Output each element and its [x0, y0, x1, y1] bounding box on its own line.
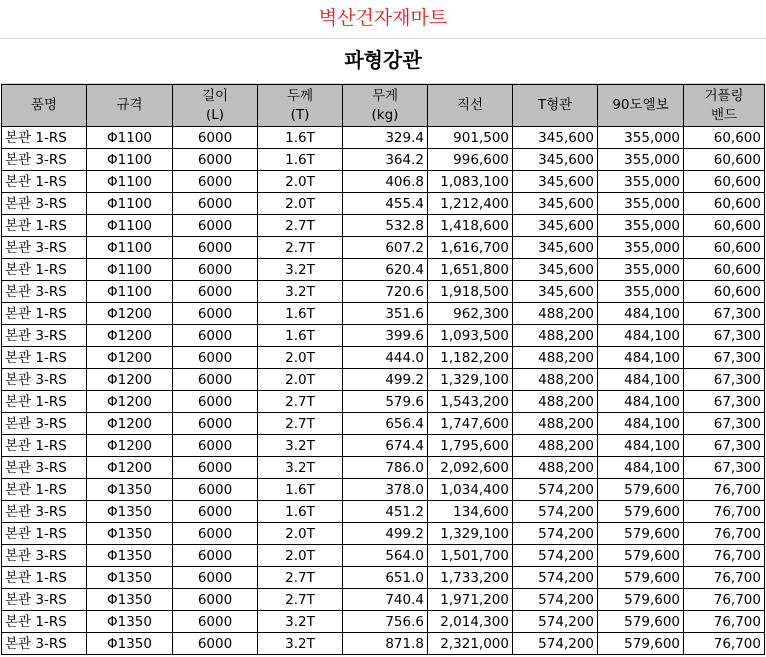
table-row	[2, 149, 765, 171]
cell-elbow: 579,600	[598, 589, 684, 611]
cell-weight: 720.6	[343, 281, 428, 303]
header-label: 길이	[201, 87, 229, 104]
col-header-coupling	[684, 85, 765, 127]
header-label: 거플링	[704, 87, 744, 104]
cell-name: 본관 1-RS	[2, 347, 87, 369]
cell-coupling: 60,600	[684, 193, 765, 215]
cell-spec: Φ1350	[87, 545, 173, 567]
cell-elbow: 484,100	[598, 435, 684, 457]
cell-tee: 345,600	[513, 127, 598, 149]
cell-name: 본관 1-RS	[2, 127, 87, 149]
cell-coupling: 67,300	[684, 303, 765, 325]
cell-length: 6000	[173, 523, 258, 545]
cell-length: 6000	[173, 413, 258, 435]
cell-spec: Φ1100	[87, 149, 173, 171]
table-row	[2, 589, 765, 611]
header-sublabel: 밴드	[710, 106, 738, 123]
col-header-spec	[87, 85, 173, 127]
cell-straight: 1,329,100	[428, 523, 513, 545]
cell-elbow: 579,600	[598, 611, 684, 633]
cell-length: 6000	[173, 633, 258, 655]
cell-name: 본관 3-RS	[2, 545, 87, 567]
cell-thickness: 1.6T	[258, 127, 343, 149]
cell-tee: 488,200	[513, 369, 598, 391]
cell-spec: Φ1100	[87, 237, 173, 259]
table-row	[2, 215, 765, 237]
cell-weight: 351.6	[343, 303, 428, 325]
col-header-length	[173, 85, 258, 127]
header-label: 규격	[116, 97, 143, 113]
cell-thickness: 2.0T	[258, 369, 343, 391]
cell-coupling: 67,300	[684, 435, 765, 457]
cell-tee: 574,200	[513, 611, 598, 633]
cell-thickness: 2.0T	[258, 545, 343, 567]
cell-weight: 532.8	[343, 215, 428, 237]
cell-thickness: 2.0T	[258, 193, 343, 215]
cell-name: 본관 1-RS	[2, 303, 87, 325]
col-header-tee	[513, 85, 598, 127]
cell-length: 6000	[173, 171, 258, 193]
cell-straight: 1,501,700	[428, 545, 513, 567]
cell-straight: 1,616,700	[428, 237, 513, 259]
cell-weight: 740.4	[343, 589, 428, 611]
table-row	[2, 567, 765, 589]
col-header-weight	[343, 85, 428, 127]
cell-thickness: 2.7T	[258, 567, 343, 589]
cell-length: 6000	[173, 193, 258, 215]
cell-spec: Φ1200	[87, 391, 173, 413]
cell-tee: 574,200	[513, 589, 598, 611]
table-row	[2, 523, 765, 545]
cell-spec: Φ1200	[87, 325, 173, 347]
cell-length: 6000	[173, 347, 258, 369]
cell-weight: 607.2	[343, 237, 428, 259]
cell-straight: 901,500	[428, 127, 513, 149]
cell-spec: Φ1350	[87, 523, 173, 545]
cell-elbow: 484,100	[598, 369, 684, 391]
cell-length: 6000	[173, 259, 258, 281]
cell-length: 6000	[173, 281, 258, 303]
cell-elbow: 484,100	[598, 457, 684, 479]
cell-straight: 2,321,000	[428, 633, 513, 655]
cell-coupling: 76,700	[684, 589, 765, 611]
cell-elbow: 484,100	[598, 325, 684, 347]
cell-elbow: 355,000	[598, 171, 684, 193]
cell-length: 6000	[173, 303, 258, 325]
table-row	[2, 303, 765, 325]
cell-thickness: 2.0T	[258, 171, 343, 193]
cell-length: 6000	[173, 215, 258, 237]
cell-elbow: 484,100	[598, 391, 684, 413]
header-label: 90도엘보	[612, 97, 669, 113]
cell-thickness: 3.2T	[258, 611, 343, 633]
cell-name: 본관 3-RS	[2, 589, 87, 611]
cell-weight: 871.8	[343, 633, 428, 655]
col-header-name	[2, 85, 87, 127]
header-sublabel: (kg)	[371, 106, 399, 123]
cell-name: 본관 3-RS	[2, 237, 87, 259]
cell-coupling: 60,600	[684, 215, 765, 237]
cell-thickness: 2.0T	[258, 523, 343, 545]
cell-elbow: 484,100	[598, 303, 684, 325]
cell-elbow: 579,600	[598, 501, 684, 523]
cell-length: 6000	[173, 127, 258, 149]
col-header-straight	[428, 85, 513, 127]
store-name: 벽산건자재마트	[0, 0, 766, 39]
cell-length: 6000	[173, 567, 258, 589]
cell-spec: Φ1200	[87, 413, 173, 435]
cell-length: 6000	[173, 237, 258, 259]
cell-spec: Φ1100	[87, 127, 173, 149]
cell-thickness: 3.2T	[258, 633, 343, 655]
cell-spec: Φ1200	[87, 369, 173, 391]
cell-weight: 329.4	[343, 127, 428, 149]
cell-straight: 996,600	[428, 149, 513, 171]
cell-tee: 574,200	[513, 545, 598, 567]
cell-name: 본관 1-RS	[2, 479, 87, 501]
cell-elbow: 355,000	[598, 193, 684, 215]
cell-elbow: 355,000	[598, 215, 684, 237]
cell-spec: Φ1350	[87, 611, 173, 633]
table-row	[2, 633, 765, 655]
cell-name: 본관 1-RS	[2, 567, 87, 589]
cell-coupling: 67,300	[684, 413, 765, 435]
cell-coupling: 76,700	[684, 611, 765, 633]
cell-spec: Φ1350	[87, 501, 173, 523]
table-row	[2, 545, 765, 567]
cell-elbow: 484,100	[598, 347, 684, 369]
cell-tee: 488,200	[513, 325, 598, 347]
cell-coupling: 60,600	[684, 259, 765, 281]
cell-elbow: 579,600	[598, 567, 684, 589]
cell-straight: 1,329,100	[428, 369, 513, 391]
cell-tee: 345,600	[513, 215, 598, 237]
cell-elbow: 355,000	[598, 259, 684, 281]
cell-tee: 345,600	[513, 259, 598, 281]
cell-coupling: 76,700	[684, 523, 765, 545]
cell-coupling: 60,600	[684, 237, 765, 259]
cell-thickness: 1.6T	[258, 479, 343, 501]
cell-straight: 1,543,200	[428, 391, 513, 413]
cell-spec: Φ1350	[87, 567, 173, 589]
cell-thickness: 1.6T	[258, 149, 343, 171]
cell-coupling: 60,600	[684, 149, 765, 171]
cell-elbow: 484,100	[598, 413, 684, 435]
cell-spec: Φ1100	[87, 259, 173, 281]
price-table	[1, 84, 765, 655]
table-row	[2, 413, 765, 435]
cell-straight: 1,418,600	[428, 215, 513, 237]
cell-length: 6000	[173, 501, 258, 523]
cell-thickness: 2.7T	[258, 215, 343, 237]
cell-length: 6000	[173, 391, 258, 413]
cell-spec: Φ1350	[87, 633, 173, 655]
cell-coupling: 67,300	[684, 457, 765, 479]
cell-name: 본관 3-RS	[2, 325, 87, 347]
header-label: 직선	[456, 97, 484, 113]
cell-length: 6000	[173, 457, 258, 479]
cell-weight: 451.2	[343, 501, 428, 523]
cell-weight: 674.4	[343, 435, 428, 457]
cell-length: 6000	[173, 435, 258, 457]
table-row	[2, 237, 765, 259]
header-label: T형관	[537, 97, 573, 113]
table-row	[2, 391, 765, 413]
cell-weight: 406.8	[343, 171, 428, 193]
cell-elbow: 355,000	[598, 149, 684, 171]
cell-spec: Φ1100	[87, 281, 173, 303]
cell-name: 본관 1-RS	[2, 611, 87, 633]
cell-coupling: 67,300	[684, 391, 765, 413]
cell-straight: 1,795,600	[428, 435, 513, 457]
cell-weight: 579.6	[343, 391, 428, 413]
table-row	[2, 127, 765, 149]
cell-straight: 1,651,800	[428, 259, 513, 281]
table-row	[2, 435, 765, 457]
cell-weight: 756.6	[343, 611, 428, 633]
cell-straight: 1,083,100	[428, 171, 513, 193]
cell-tee: 574,200	[513, 633, 598, 655]
cell-name: 본관 1-RS	[2, 391, 87, 413]
table-row	[2, 369, 765, 391]
cell-weight: 378.0	[343, 479, 428, 501]
cell-coupling: 60,600	[684, 171, 765, 193]
cell-thickness: 1.6T	[258, 501, 343, 523]
cell-tee: 345,600	[513, 237, 598, 259]
cell-weight: 656.4	[343, 413, 428, 435]
cell-name: 본관 3-RS	[2, 457, 87, 479]
cell-coupling: 67,300	[684, 325, 765, 347]
cell-weight: 455.4	[343, 193, 428, 215]
cell-straight: 2,092,600	[428, 457, 513, 479]
cell-elbow: 355,000	[598, 281, 684, 303]
cell-tee: 345,600	[513, 149, 598, 171]
cell-tee: 574,200	[513, 567, 598, 589]
cell-elbow: 579,600	[598, 479, 684, 501]
cell-name: 본관 1-RS	[2, 435, 87, 457]
cell-name: 본관 3-RS	[2, 193, 87, 215]
cell-tee: 345,600	[513, 281, 598, 303]
cell-thickness: 2.7T	[258, 589, 343, 611]
cell-length: 6000	[173, 479, 258, 501]
cell-spec: Φ1200	[87, 347, 173, 369]
cell-tee: 574,200	[513, 501, 598, 523]
cell-straight: 1,182,200	[428, 347, 513, 369]
cell-straight: 1,212,400	[428, 193, 513, 215]
table-row	[2, 501, 765, 523]
cell-thickness: 3.2T	[258, 457, 343, 479]
cell-spec: Φ1100	[87, 193, 173, 215]
cell-tee: 574,200	[513, 479, 598, 501]
header-label: 두께	[286, 87, 314, 104]
cell-coupling: 76,700	[684, 545, 765, 567]
cell-straight: 134,600	[428, 501, 513, 523]
table-row	[2, 171, 765, 193]
cell-coupling: 67,300	[684, 347, 765, 369]
cell-coupling: 60,600	[684, 281, 765, 303]
cell-weight: 444.0	[343, 347, 428, 369]
cell-coupling: 76,700	[684, 501, 765, 523]
cell-name: 본관 3-RS	[2, 149, 87, 171]
cell-spec: Φ1350	[87, 589, 173, 611]
cell-thickness: 3.2T	[258, 259, 343, 281]
table-row	[2, 479, 765, 501]
cell-name: 본관 3-RS	[2, 281, 87, 303]
cell-thickness: 2.7T	[258, 237, 343, 259]
table-row	[2, 325, 765, 347]
cell-coupling: 76,700	[684, 633, 765, 655]
cell-weight: 364.2	[343, 149, 428, 171]
cell-tee: 488,200	[513, 391, 598, 413]
cell-name: 본관 1-RS	[2, 215, 87, 237]
cell-elbow: 579,600	[598, 523, 684, 545]
cell-coupling: 76,700	[684, 479, 765, 501]
cell-length: 6000	[173, 589, 258, 611]
cell-tee: 488,200	[513, 413, 598, 435]
cell-thickness: 2.7T	[258, 413, 343, 435]
cell-elbow: 355,000	[598, 127, 684, 149]
cell-tee: 345,600	[513, 171, 598, 193]
cell-elbow: 579,600	[598, 545, 684, 567]
cell-thickness: 3.2T	[258, 435, 343, 457]
cell-spec: Φ1200	[87, 435, 173, 457]
cell-tee: 574,200	[513, 523, 598, 545]
cell-thickness: 1.6T	[258, 303, 343, 325]
cell-tee: 488,200	[513, 303, 598, 325]
col-header-elbow	[598, 85, 684, 127]
cell-weight: 499.2	[343, 523, 428, 545]
cell-thickness: 2.0T	[258, 347, 343, 369]
cell-straight: 2,014,300	[428, 611, 513, 633]
page-title: 파형강관	[0, 39, 766, 84]
cell-length: 6000	[173, 369, 258, 391]
cell-coupling: 60,600	[684, 127, 765, 149]
cell-tee: 488,200	[513, 457, 598, 479]
cell-thickness: 3.2T	[258, 281, 343, 303]
cell-coupling: 67,300	[684, 369, 765, 391]
cell-coupling: 76,700	[684, 567, 765, 589]
cell-elbow: 355,000	[598, 237, 684, 259]
cell-length: 6000	[173, 545, 258, 567]
cell-straight: 1,971,200	[428, 589, 513, 611]
cell-thickness: 1.6T	[258, 325, 343, 347]
cell-spec: Φ1200	[87, 303, 173, 325]
cell-weight: 620.4	[343, 259, 428, 281]
cell-name: 본관 1-RS	[2, 523, 87, 545]
table-row	[2, 281, 765, 303]
header-row	[2, 85, 765, 127]
cell-spec: Φ1100	[87, 171, 173, 193]
cell-thickness: 2.7T	[258, 391, 343, 413]
cell-weight: 786.0	[343, 457, 428, 479]
cell-straight: 1,733,200	[428, 567, 513, 589]
table-row	[2, 457, 765, 479]
cell-spec: Φ1200	[87, 457, 173, 479]
cell-straight: 1,093,500	[428, 325, 513, 347]
cell-length: 6000	[173, 149, 258, 171]
header-sublabel: (T)	[290, 106, 310, 123]
cell-weight: 564.0	[343, 545, 428, 567]
cell-tee: 488,200	[513, 347, 598, 369]
cell-name: 본관 3-RS	[2, 369, 87, 391]
cell-name: 본관 3-RS	[2, 501, 87, 523]
cell-elbow: 579,600	[598, 633, 684, 655]
cell-straight: 1,747,600	[428, 413, 513, 435]
table-row	[2, 259, 765, 281]
cell-weight: 399.6	[343, 325, 428, 347]
cell-straight: 962,300	[428, 303, 513, 325]
cell-length: 6000	[173, 325, 258, 347]
header-label: 무게	[371, 87, 399, 104]
cell-name: 본관 3-RS	[2, 413, 87, 435]
cell-spec: Φ1350	[87, 479, 173, 501]
cell-straight: 1,034,400	[428, 479, 513, 501]
cell-name: 본관 1-RS	[2, 171, 87, 193]
table-row	[2, 347, 765, 369]
cell-length: 6000	[173, 611, 258, 633]
col-header-thickness	[258, 85, 343, 127]
cell-weight: 651.0	[343, 567, 428, 589]
header-sublabel: (L)	[205, 106, 225, 123]
table-row	[2, 193, 765, 215]
table-row	[2, 611, 765, 633]
cell-name: 본관 3-RS	[2, 633, 87, 655]
cell-straight: 1,918,500	[428, 281, 513, 303]
header-label: 품명	[30, 97, 58, 113]
cell-weight: 499.2	[343, 369, 428, 391]
cell-spec: Φ1100	[87, 215, 173, 237]
cell-tee: 488,200	[513, 435, 598, 457]
cell-name: 본관 1-RS	[2, 259, 87, 281]
table-body	[2, 127, 765, 655]
cell-tee: 345,600	[513, 193, 598, 215]
